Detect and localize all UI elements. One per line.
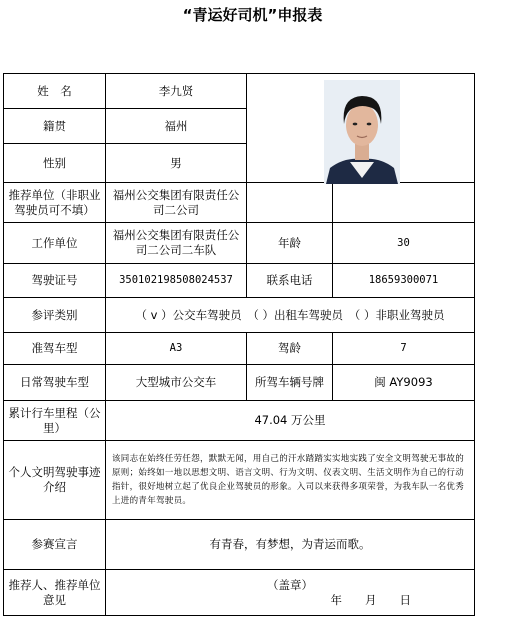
applicant-photo xyxy=(324,80,400,184)
phone-value: 18659300071 xyxy=(333,264,475,298)
recommend-unit-value: 福州公交集团有限责任公司二公司 xyxy=(106,183,247,223)
mileage-value: 47.04 万公里 xyxy=(106,401,475,441)
name-value: 李九贤 xyxy=(106,74,247,109)
recommend-unit-label: 推荐单位（非职业驾驶员可不填） xyxy=(4,183,106,223)
category-value: （ v ）公交车驾驶员 （ ）出租车驾驶员 （ ）非职业驾驶员 xyxy=(106,298,475,333)
daily-vehicle-label: 日常驾驶车型 xyxy=(4,365,106,401)
driving-years-label: 驾龄 xyxy=(247,333,333,365)
opinion-cell xyxy=(106,570,475,616)
work-unit-value: 福州公交集团有限责任公司二公司二车队 xyxy=(106,223,247,264)
daily-vehicle-value: 大型城市公交车 xyxy=(106,365,247,401)
opinion-label: 推荐人、推荐单位意见 xyxy=(4,570,106,616)
work-unit-label: 工作单位 xyxy=(4,223,106,264)
license-value: 350102198508024537 xyxy=(106,264,247,298)
age-value: 30 xyxy=(333,223,475,264)
origin-label: 籍贯 xyxy=(4,109,106,144)
category-label: 参评类别 xyxy=(4,298,106,333)
form-title: “青运好司机”申报表 xyxy=(182,6,323,24)
intro-value: 该同志在始终任劳任怨，默默无闻，用自己的汗水踏踏实实地实践了安全文明驾驶无事故的原则；始终如一地以思想文明、语言文明、行为文明、仪表文明、生活文明作为自己的行动指针，很好地树立起了优良企业驾驶员的形象。入司以来获得多项荣誉，为我车队一名优秀上进的青年驾驶员。 xyxy=(106,441,475,520)
age-label: 年龄 xyxy=(247,223,333,264)
vehicle-type-label: 准驾车型 xyxy=(4,333,106,365)
empty-cell-1 xyxy=(247,183,333,223)
date-text: 年 月 日 xyxy=(330,592,411,607)
driving-years-value: 7 xyxy=(333,333,475,365)
license-label: 驾驶证号 xyxy=(4,264,106,298)
plate-value: 闽 AY9093 xyxy=(333,365,475,401)
application-form-table xyxy=(3,73,475,616)
declaration-label: 参赛宣言 xyxy=(4,520,106,570)
gender-label: 性别 xyxy=(4,144,106,183)
mileage-label: 累计行车里程（公里） xyxy=(4,401,106,441)
gender-value: 男 xyxy=(106,144,247,183)
name-label: 姓 名 xyxy=(4,74,106,109)
phone-label: 联系电话 xyxy=(247,264,333,298)
vehicle-type-value: A3 xyxy=(106,333,247,365)
plate-label: 所驾车辆号牌 xyxy=(247,365,333,401)
seal-text: （盖章） xyxy=(267,577,313,592)
photo-cell xyxy=(247,74,475,183)
declaration-value: 有青春，有梦想，为青运而歌。 xyxy=(106,520,475,570)
empty-cell-2 xyxy=(333,183,475,223)
intro-label: 个人文明驾驶事迹介绍 xyxy=(4,441,106,520)
origin-value: 福州 xyxy=(106,109,247,144)
